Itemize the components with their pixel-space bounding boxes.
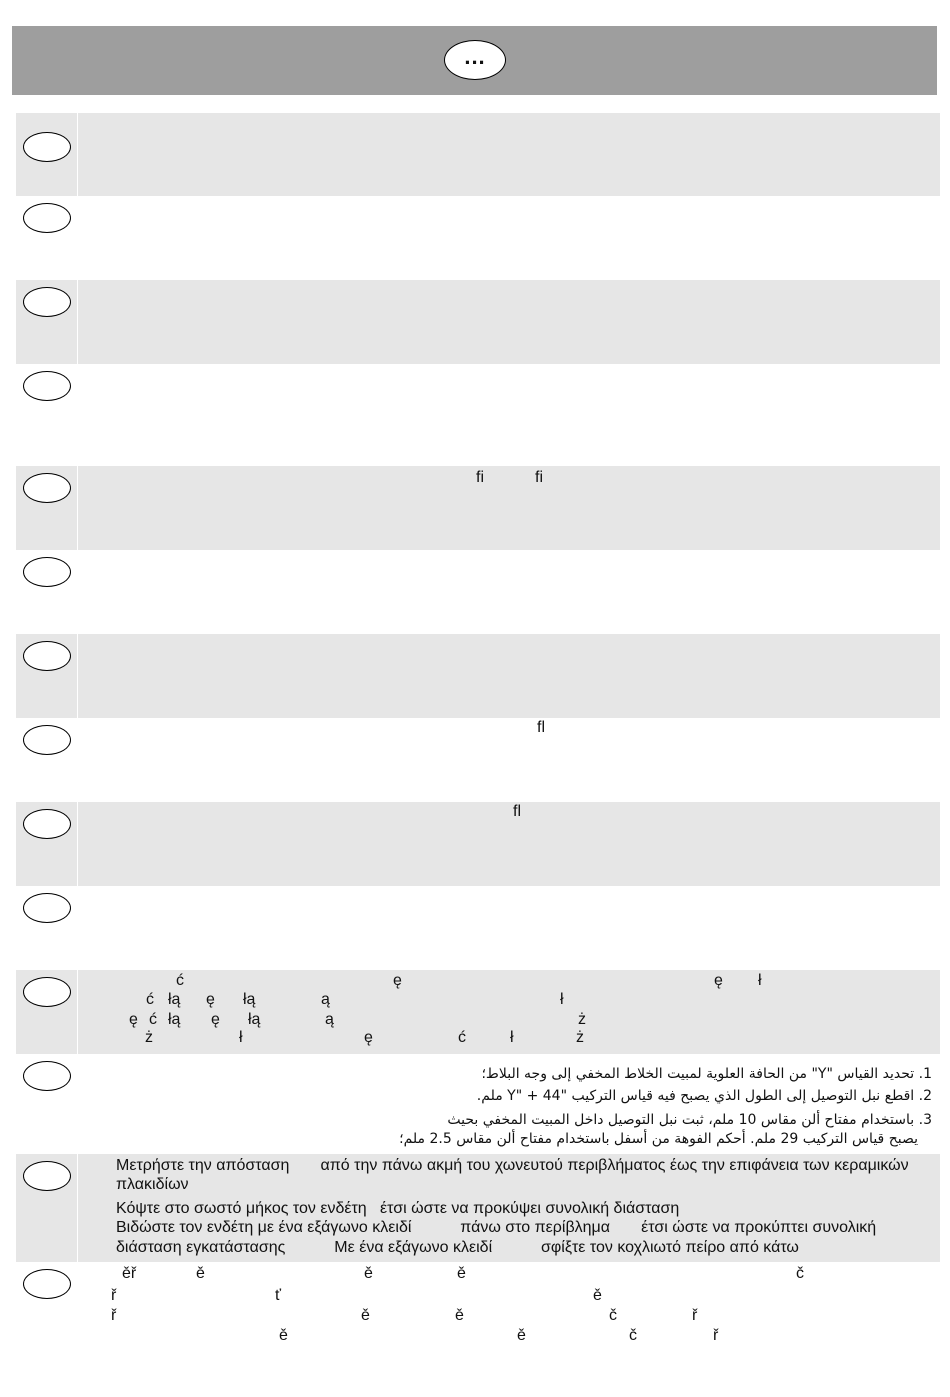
greek-line-3: Κόψτε στο σωστό μήκος τον ενδέτη έτσι ώστε να προκύψει συνολική διάσταση (116, 1200, 680, 1217)
greek-line-5: διάσταση εγκατάστασης Με ένα εξάγωνο κλειδί σφίξτε τον κοχλιωτό πείρο από κάτω (116, 1239, 799, 1256)
glyph: ěř (122, 1265, 137, 1282)
ligature-glyph: fl (537, 719, 545, 736)
instruction-row-9 (16, 802, 940, 886)
glyph: ě (517, 1327, 526, 1344)
ligature-glyph: fi (535, 469, 543, 486)
glyph: ě (279, 1327, 288, 1344)
glyph: ą (321, 991, 330, 1008)
glyph: č (796, 1265, 804, 1282)
glyph: ć (149, 1011, 157, 1028)
glyph: ě (455, 1307, 464, 1324)
glyph: ę (714, 972, 723, 989)
arabic-step-3: 3. باستخدام مفتاح ألن مقاس 10 ملم، ثبت نبل التوصيل داخل المبيت المخفي بحيث (447, 1112, 932, 1128)
glyph: č (629, 1327, 637, 1344)
arabic-step-1: 1. تحديد القياس "Y" من الحافة العلوية لمبيت الخلاط المخفي إلى وجه البلاط؛ (481, 1066, 932, 1082)
language-marker (23, 371, 71, 401)
language-marker (23, 287, 71, 317)
language-marker (23, 893, 71, 923)
instruction-row-11 (16, 970, 940, 1054)
glyph: ř (692, 1307, 698, 1324)
greek-line-2: πλακιδίων (116, 1176, 189, 1193)
glyph: ě (457, 1265, 466, 1282)
language-marker (23, 977, 71, 1007)
language-marker (23, 641, 71, 671)
language-marker (23, 1061, 71, 1091)
language-marker (23, 1269, 71, 1299)
language-marker (23, 809, 71, 839)
glyph: ě (196, 1265, 205, 1282)
instruction-row-5 (16, 466, 940, 550)
instruction-row-2 (16, 196, 940, 280)
greek-line-1: Μετρήστε την απόσταση από την πάνω ακμή του χωνευτού περιβλήματος έως την επιφάνεια των κεραμικών (116, 1157, 909, 1174)
glyph: ć (176, 972, 184, 989)
instruction-row-13-greek (16, 1154, 940, 1262)
glyph: ę (129, 1011, 138, 1028)
glyph: č (609, 1307, 617, 1324)
glyph: ł (510, 1029, 514, 1046)
glyph: ł (560, 991, 564, 1008)
instruction-row-10 (16, 886, 940, 970)
glyph: ć (146, 991, 154, 1008)
glyph: ż (145, 1029, 153, 1046)
ligature-glyph: fl (513, 803, 521, 820)
instruction-row-12-arabic (16, 1054, 940, 1154)
instruction-row-14 (16, 1262, 940, 1352)
glyph: ł (758, 972, 762, 989)
instruction-row-6 (16, 550, 940, 634)
glyph: ě (593, 1287, 602, 1304)
instruction-row-4 (16, 364, 940, 466)
instruction-row-1 (16, 113, 940, 196)
glyph: ř (111, 1287, 117, 1304)
glyph: ę (211, 1011, 220, 1028)
language-marker (23, 1161, 71, 1191)
arabic-step-2: 2. اقطع نبل التوصيل إلى الطول الذي يصبح فيه قياس التركيب "Y" + 44 ملم. (476, 1088, 932, 1104)
glyph: ę (364, 1029, 373, 1046)
language-marker (23, 132, 71, 162)
glyph: ć (458, 1029, 466, 1046)
glyph: ť (275, 1287, 281, 1304)
language-marker (23, 725, 71, 755)
language-marker (23, 557, 71, 587)
instruction-row-3 (16, 280, 940, 364)
glyph: łą (168, 1011, 181, 1028)
glyph: ę (393, 972, 402, 989)
glyph: ą (325, 1011, 334, 1028)
glyph: łą (243, 991, 256, 1008)
glyph: ż (576, 1029, 584, 1046)
glyph: łą (168, 991, 181, 1008)
glyph: łą (248, 1011, 261, 1028)
glyph: ě (361, 1307, 370, 1324)
instruction-row-7 (16, 634, 940, 718)
glyph: ż (578, 1011, 586, 1028)
language-marker (23, 203, 71, 233)
arabic-step-3-cont: يصبح قياس التركيب 29 ملم. أحكم الفوهة من أسفل باستخدام مفتاح ألن مقاس 2.5 ملم؛ (399, 1131, 918, 1147)
glyph: ř (713, 1327, 719, 1344)
language-marker (23, 473, 71, 503)
greek-line-4: Βιδώστε τον ενδέτη με ένα εξάγωνο κλειδί πάνω στο περίβλημα έτσι ώστε να προκύπτει συνολική (116, 1219, 877, 1236)
ligature-glyph: fi (476, 469, 484, 486)
header-badge: ... (444, 40, 506, 80)
glyph: ě (364, 1265, 373, 1282)
glyph: ř (111, 1307, 117, 1324)
glyph: ę (206, 991, 215, 1008)
glyph: ł (239, 1029, 243, 1046)
instruction-row-8 (16, 718, 940, 802)
